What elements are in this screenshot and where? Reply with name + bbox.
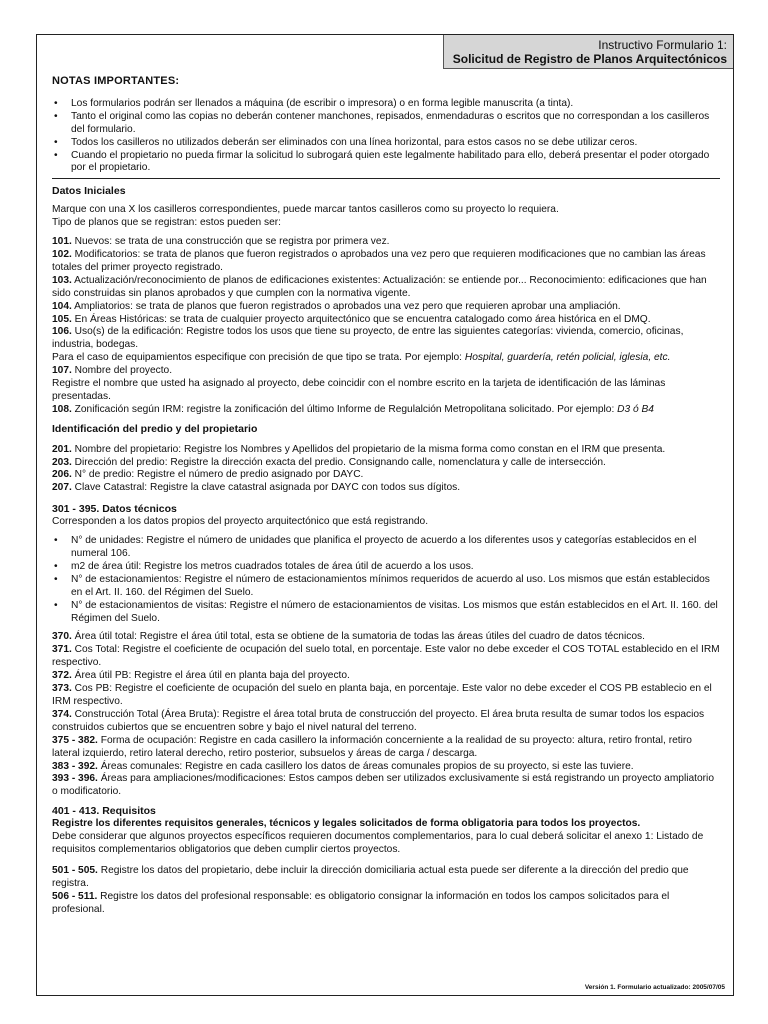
datos-tecnicos-title: 301 - 395. Datos técnicos bbox=[52, 503, 177, 516]
item-372 bbox=[52, 670, 720, 683]
item-number: 107. bbox=[52, 365, 72, 377]
datos-iniciales-title: Datos Iniciales bbox=[52, 185, 126, 198]
item-370 bbox=[52, 631, 720, 644]
item-number: 102. bbox=[52, 248, 72, 260]
item-text: Dirección del predio: Registre la dirección exacta del predio. Consignando calle, nomenclatura y calle de intersección. bbox=[71, 456, 606, 468]
item-number: 103. bbox=[52, 274, 72, 286]
datos-tecnicos-bullet: • m2 de área útil: Registre los metros cuadrados totales de área útil de acuerdo a los usos. bbox=[52, 561, 720, 574]
item-number: 383 - 392. bbox=[52, 760, 98, 772]
item-number: 105. bbox=[52, 313, 72, 325]
notas-item: • Tanto el original como las copias no deberán contener manchones, repisados, enmendaduras o escritos que no correspondan a los casilleros del formulario. bbox=[52, 111, 720, 137]
notas-item: • Cuando el propietario no pueda firmar la solicitud lo subrogará quien este legalmente habilitado para ello, deberá presentar el poder otorgado por el propietario. bbox=[52, 150, 720, 176]
item-text: Zonificación según IRM: registre la zonificación del último Informe de Regulalción Metropolitana solicitado. Por ejemplo: bbox=[71, 403, 618, 415]
item-206 bbox=[52, 469, 720, 482]
item-number: 108. bbox=[52, 403, 72, 415]
notas-list bbox=[52, 98, 720, 175]
item-text: Actualización/reconocimiento de planos de edificaciones existentes: Actualización: se entiende por... Reconocimiento: edificaciones que han sido construidas sin planos aprobados y que cumplen con la normativa vigente. bbox=[52, 274, 707, 299]
form-header bbox=[443, 35, 733, 69]
datos-tecnicos-list bbox=[52, 535, 720, 625]
item-203 bbox=[52, 457, 720, 470]
item-number: 393 - 396. bbox=[52, 773, 98, 785]
item-text: Modificatorios: se trata de planos que fueron registrados o aprobados una vez pero que requieren modificaciones que no cambian las áreas totales del primer proyecto registrado. bbox=[52, 248, 706, 273]
item-108: 108. Zonificación según IRM: registre la zonificación del último Informe de Regulalción Metropolitana solicitado. Por ejemplo: D3 ó B4 bbox=[52, 403, 654, 415]
item-text: N° de predio: Registre el número de predio asignado por DAYC. bbox=[71, 469, 364, 481]
header-line-1: Instructivo Formulario 1: bbox=[598, 38, 727, 52]
item-103 bbox=[52, 275, 720, 301]
item-text: Nuevos: se trata de una construcción que se registra por primera vez. bbox=[71, 236, 390, 248]
notas-item: • Todos los casilleros no utilizados deberán ser eliminados con una línea horizontal, para estos casos no se debe utilizar ceros. bbox=[52, 137, 720, 150]
item-text: Clave Catastral: Registre la clave catastral asignada por DAYC con todos sus dígitos. bbox=[71, 482, 461, 494]
item-text: Nombre del proyecto. bbox=[71, 365, 173, 377]
requisitos-subtitle: Registre los diferentes requisitos generales, técnicos y legales solicitados de forma obligatoria para todos los proyectos. bbox=[52, 818, 641, 830]
datos-iniciales-intro-2: Tipo de planos que se registran: estos pueden ser: bbox=[52, 217, 281, 229]
item-105 bbox=[52, 314, 720, 327]
item-373 bbox=[52, 683, 720, 709]
item-text: Área útil PB: Registre el área útil en planta baja del proyecto. bbox=[71, 670, 350, 682]
item-107-desc: Registre el nombre que usted ha asignado al proyecto, debe coincidir con el nombre escrito en la tarjeta de identificación de las láminas presentadas. bbox=[52, 378, 666, 402]
item-text: Registre los datos del propietario, debe incluir la dirección domiciliaria actual esta puede ser diferente a la dirección del predio que registra. bbox=[52, 864, 689, 889]
requisitos-title: 401 - 413. Requisitos bbox=[52, 805, 156, 818]
datos-iniciales-intro-1: Marque con una X los casilleros correspondientes, puede marcar tantos casilleros como su proyecto lo requiera. bbox=[52, 204, 559, 216]
header-line-2: Solicitud de Registro de Planos Arquitectónicos bbox=[452, 52, 727, 66]
item-375-382 bbox=[52, 735, 720, 761]
item-text: Uso(s) de la edificación: Registre todos los usos que tiene su proyecto, de entre las siguientes categorías: vivienda, comercio, oficinas, industria, bodegas. bbox=[52, 326, 684, 351]
item-number: 501 - 505. bbox=[52, 864, 98, 876]
section-divider bbox=[52, 178, 720, 179]
item-number: 506 - 511. bbox=[52, 890, 98, 902]
item-text: Registre los datos del profesional responsable: es obligatorio consignar la información en todos los campos solicitados para el profesional. bbox=[52, 890, 670, 915]
document-page bbox=[36, 34, 734, 996]
item-text: Cos PB: Registre el coeficiente de ocupación del suelo en planta baja, en porcentaje. Este valor no debe exceder el COS PB establecio en el IRM respectivo. bbox=[52, 683, 712, 707]
item-107 bbox=[52, 365, 720, 378]
item-number: 374. bbox=[52, 708, 72, 720]
item-207 bbox=[52, 482, 720, 495]
item-text: Construcción Total (Área Bruta): Registre el área total bruta de construcción del proyecto. El área bruta resulta de sumar todos los espacios construidos cubiertos que se encuentren sobre y bajo el nivel natural del terreno. bbox=[52, 708, 705, 733]
item-text: Áreas comunales: Registre en cada casillero los datos de áreas comunales propios de su proyecto, si este las tuviere. bbox=[97, 760, 634, 772]
item-number: 104. bbox=[52, 300, 72, 312]
item-text: Nombre del propietario: Registre los Nombres y Apellidos del propietario de la misma forma como constan en el IRM que presenta. bbox=[71, 443, 666, 455]
datos-tecnicos-bullet: • N° de estacionamientos de visitas: Registre el número de estacionamientos de visitas. Los mismos que están establecidos en el Art. II. 160. del Régimen del Suelo. bbox=[52, 600, 720, 626]
item-text: Cos Total: Registre el coeficiente de ocupación del suelo total, en porcentaje. Este valor no debe exceder el COS TOTAL establecido en el IRM respectivo. bbox=[52, 644, 720, 669]
item-104 bbox=[52, 301, 720, 314]
document-content bbox=[52, 73, 720, 916]
item-393-396 bbox=[52, 773, 720, 799]
notas-item: • Los formularios podrán ser llenados a máquina (de escribir o impresora) o en forma legible manuscrita (a tinta). bbox=[52, 98, 720, 111]
datos-tecnicos-intro: Corresponden a los datos propios del proyecto arquitectónico que está registrando. bbox=[52, 516, 429, 528]
item-201 bbox=[52, 444, 720, 457]
identificacion-title: Identificación del predio y del propietario bbox=[52, 422, 258, 435]
item-number: 207. bbox=[52, 482, 72, 494]
requisitos-text: Debe considerar que algunos proyectos específicos requieren documentos complementarios, para lo cual deberá solicitar el anexo 1: Listado de requisitos complementarios obligatorios que deben cumplir ciertos proyectos. bbox=[52, 831, 704, 855]
item-text: Forma de ocupación: Registre en cada casillero la información concerniente a la realidad de su proyecto: altura, retiro frontal, retiro lateral izquierdo, retiro lateral derecho, retiro posterior, subsuelos y áreas de carga / descarga. bbox=[52, 734, 692, 759]
item-number: 203. bbox=[52, 456, 72, 468]
datos-tecnicos-bullet: • N° de estacionamientos: Registre el número de estacionamientos mínimos requeridos de acuerdo al uso. Los mismos que están establecidos en el Art. II. 160. del Régimen del Suelo. bbox=[52, 574, 720, 600]
item-101 bbox=[52, 236, 720, 249]
item-number: 373. bbox=[52, 683, 72, 695]
item-text: Ampliatorios: se trata de planos que fueron registrados o aprobados una vez pero que requieren aprobar una ampliación. bbox=[71, 300, 621, 312]
item-506-511 bbox=[52, 891, 720, 917]
item-number: 371. bbox=[52, 644, 72, 656]
item-number: 101. bbox=[52, 236, 72, 248]
item-number: 106. bbox=[52, 326, 72, 338]
item-number: 206. bbox=[52, 469, 72, 481]
item-number: 375 - 382. bbox=[52, 734, 98, 746]
item-text: Área útil total: Registre el área útil total, esta se obtiene de la sumatoria de todas las áreas útiles del cuadro de datos técnicos. bbox=[71, 631, 645, 643]
item-number: 372. bbox=[52, 670, 72, 682]
item-106 bbox=[52, 326, 720, 352]
item-501-505 bbox=[52, 865, 720, 891]
item-text: Áreas para ampliaciones/modificaciones: Estos campos deben ser utilizados exclusivamente si está registrando un proyecto ampliatorio o modificatorio. bbox=[52, 773, 714, 798]
item-text: En Áreas Históricas: se trata de cualquier proyecto arquitectónico que se encuentra catalogado como área histórica en el DMQ. bbox=[71, 313, 651, 325]
item-number: 201. bbox=[52, 443, 72, 455]
item-371 bbox=[52, 644, 720, 670]
item-number: 370. bbox=[52, 631, 72, 643]
datos-tecnicos-bullet: • N° de unidades: Registre el número de unidades que planifica el proyecto de acuerdo a los diferentes usos y categorías establecidos en el numeral 106. bbox=[52, 535, 720, 561]
item-102 bbox=[52, 249, 720, 275]
notas-title: NOTAS IMPORTANTES: bbox=[52, 75, 180, 87]
item-383-392 bbox=[52, 761, 720, 774]
version-footer: Versión 1. Formulario actualizado: 2005/07/05 bbox=[584, 984, 725, 991]
equipamientos-note: Para el caso de equipamientos especifique con precisión de que tipo se trata. Por ejemplo: Hospital, guardería, retén policial, iglesia, etc. bbox=[52, 352, 671, 364]
item-374 bbox=[52, 709, 720, 735]
